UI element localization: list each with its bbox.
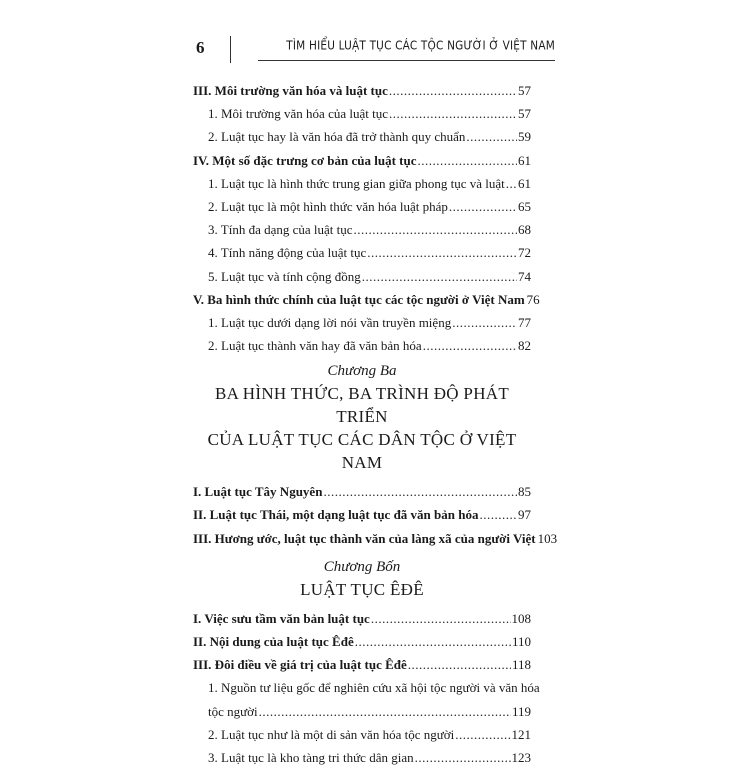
toc-section: [193, 79, 540, 357]
toc-entry[interactable]: [193, 653, 531, 676]
toc-page-number: 103: [537, 530, 558, 546]
toc-page-number: 82: [518, 338, 531, 354]
toc-entry-text: 4. Tính năng động của luật tục: [208, 245, 367, 261]
toc-page-number: 61: [518, 175, 531, 191]
toc-entry-text: 5. Luật tục và tính cộng đồng: [208, 268, 361, 284]
toc-entry-text: 2. Luật tục như là một di sản văn hóa tộc người: [208, 726, 455, 742]
toc-entry[interactable]: [193, 288, 540, 311]
toc-entry-text: 1. Luật tục dưới dạng lời nói vần truyền miệng: [208, 314, 452, 330]
toc-entry-text: V. Ba hình thức chính của luật tục các tộc người ở Việt Nam: [193, 291, 525, 307]
toc-page-number: 110: [511, 634, 531, 649]
toc-entry[interactable]: [193, 527, 558, 550]
toc-entry-text: 1. Môi trường văn hóa của luật tục: [208, 106, 388, 122]
dot-leader: [367, 241, 517, 264]
toc-entry-text: II. Luật tục Thái, một dạng luật tục đã văn bản hóa: [193, 507, 479, 523]
dot-leader: [371, 607, 511, 630]
dot-leader: [259, 700, 511, 723]
toc-entry[interactable]: [193, 676, 540, 699]
toc-entry-text: III. Đôi điều về giá trị của luật tục Êđê: [193, 657, 407, 673]
toc-entry[interactable]: [193, 630, 531, 653]
toc-entry-text: III. Môi trường văn hóa và luật tục: [193, 83, 388, 98]
toc-entry-text: 3. Luật tục là kho tàng tri thức dân gian: [208, 749, 414, 765]
chapter-title: LUẬT TỤC ÊĐÊ: [300, 579, 424, 599]
toc-entry[interactable]: [193, 241, 531, 264]
dot-leader: [455, 723, 510, 746]
toc-page-number: 61: [518, 152, 531, 168]
toc-entry[interactable]: [193, 265, 531, 288]
dot-leader: [408, 653, 511, 676]
dot-leader: [354, 218, 517, 241]
toc-entry-text: 2. Luật tục hay là văn hóa đã trở thành quy chuẩn: [208, 129, 466, 145]
toc-entry[interactable]: [193, 503, 531, 526]
toc-page-number: 123: [511, 749, 531, 765]
dot-leader: [389, 79, 517, 102]
dot-leader: [466, 125, 517, 148]
toc-entry-text: 3. Tính đa dạng của luật tục: [208, 222, 353, 238]
dot-leader: [423, 334, 517, 357]
toc-entry-text: I. Việc sưu tầm văn bản luật tục: [193, 610, 370, 626]
toc-entry[interactable]: [193, 607, 531, 630]
dot-leader: [362, 265, 517, 288]
toc-section: [193, 480, 558, 550]
toc-entry[interactable]: [193, 334, 531, 357]
toc-entry-text: 1. Luật tục là hình thức trung gian giữa phong tục và luật: [208, 175, 505, 191]
dot-leader: [479, 503, 517, 526]
toc-page-number: 57: [518, 83, 531, 98]
dot-leader: [452, 311, 517, 334]
toc-entry-text: IV. Một số đặc trưng cơ bản của luật tục: [193, 152, 417, 168]
table-of-contents: [193, 79, 558, 769]
toc-entry-text: tộc người: [208, 703, 258, 719]
toc-entry[interactable]: [193, 102, 531, 125]
toc-entry-continuation[interactable]: [193, 700, 531, 723]
dot-leader: [389, 102, 517, 125]
toc-entry[interactable]: [193, 195, 531, 218]
toc-page-number: 74: [518, 268, 531, 284]
toc-entry-text: I. Luật tục Tây Nguyên: [193, 484, 323, 500]
header-divider: [230, 36, 231, 63]
chapter-label: Chương Ba: [327, 363, 397, 380]
toc-page-number: 118: [511, 657, 531, 673]
toc-entry-text: 2. Luật tục thành văn hay đã văn bản hóa: [208, 338, 422, 354]
page-number: 6: [196, 38, 205, 57]
dot-leader: [449, 195, 517, 218]
toc-page-number: 85: [518, 484, 531, 500]
dot-leader: [418, 149, 518, 172]
toc-entry[interactable]: [193, 79, 531, 102]
toc-page-number: 65: [518, 198, 531, 214]
toc-page-number: 76: [526, 291, 540, 307]
toc-page-number: 77: [518, 314, 531, 330]
toc-page-number: 121: [511, 726, 531, 742]
dot-leader: [506, 172, 517, 195]
dot-leader: [415, 746, 511, 769]
toc-page-number: 72: [518, 245, 531, 261]
toc-entry[interactable]: [193, 311, 531, 334]
toc-entry[interactable]: [193, 172, 531, 195]
toc-entry[interactable]: [193, 149, 531, 172]
chapter-title-line: CỦA LUẬT TỤC CÁC DÂN TỘC Ở VIỆT NAM: [207, 430, 517, 473]
toc-entry[interactable]: [193, 480, 531, 503]
toc-entry[interactable]: [193, 218, 531, 241]
toc-page-number: 108: [511, 610, 531, 626]
toc-entry[interactable]: [193, 125, 531, 148]
toc-page-number: 119: [511, 703, 531, 719]
toc-page-number: 68: [518, 222, 531, 238]
toc-entry-text: II. Nội dung của luật tục Êđê: [193, 634, 354, 649]
toc-entry-text: 1. Nguồn tư liệu gốc để nghiên cứu xã hội tộc người và văn hóa: [208, 680, 540, 696]
dot-leader: [355, 630, 511, 653]
toc-page-number: 97: [518, 507, 531, 523]
toc-section: [193, 607, 531, 677]
running-title: TÌM HIỂU LUẬT TỤC CÁC TỘC NGƯỜI Ở VIỆT NAM: [286, 39, 555, 53]
dot-leader: [323, 480, 517, 503]
toc-entry[interactable]: [193, 746, 531, 769]
toc-page-number: 59: [518, 129, 531, 145]
toc-entry-text: 2. Luật tục là một hình thức văn hóa luật pháp: [208, 198, 448, 214]
chapter-label: Chương Bốn: [323, 558, 401, 575]
toc-page-number: 57: [518, 106, 531, 122]
header-rule: [258, 60, 555, 61]
chapter-title-line: BA HÌNH THỨC, BA TRÌNH ĐỘ PHÁT TRIỂN: [214, 384, 510, 427]
toc-entry-text: III. Hương ước, luật tục thành văn của làng xã của người Việt: [193, 530, 536, 546]
toc-entry[interactable]: [193, 723, 531, 746]
